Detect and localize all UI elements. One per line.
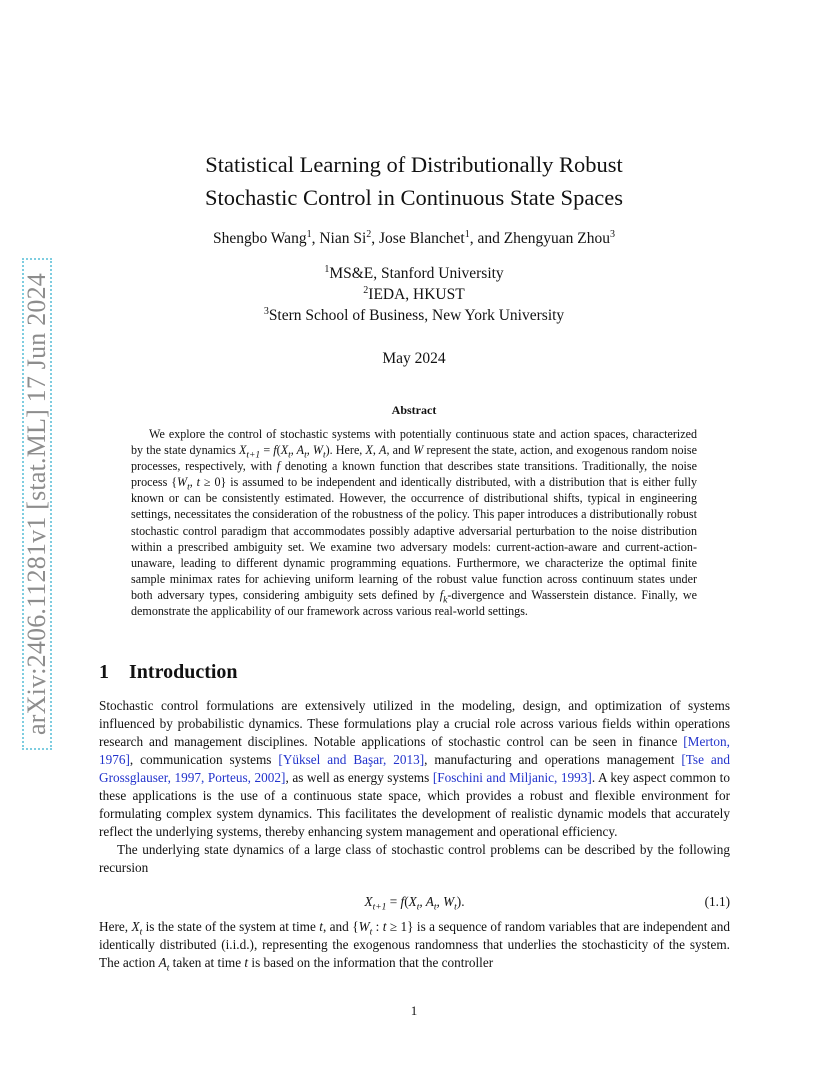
author-affiliation-mark: 1 xyxy=(464,228,470,240)
section-heading xyxy=(99,661,238,684)
abstract-text: , and xyxy=(386,443,414,458)
equation-1-1 xyxy=(99,894,730,914)
section-number: 1 xyxy=(99,661,109,683)
affiliation xyxy=(0,263,828,284)
noise-process-formula: {$W_t$, t ≥ 0} xyxy=(171,475,227,493)
abstract-text: . Here, xyxy=(329,443,366,458)
author-affiliation-mark: 1 xyxy=(306,228,312,240)
abstract-heading: Abstract xyxy=(391,403,437,417)
paper-date: May 2024 xyxy=(382,350,446,367)
intro-body xyxy=(99,697,730,877)
body-text: Here, xyxy=(99,919,132,934)
affiliation-text: IEDA, HKUST xyxy=(368,286,465,303)
intro-paragraph-3 xyxy=(99,918,730,972)
intro-paragraph-1 xyxy=(99,697,730,841)
dynamics-formula: $X_{t+1} = f(X_t$, $A_t$, $W_t$) xyxy=(238,443,330,461)
abstract-text: is assumed to be independent and identically distributed, with a distribution that is either fully known or can be consistently estimated. However, the occurrence of distributional shifts, typical in engineering settings, necessitates the consideration of the robustness of the policy. This paper introduces a distributionally robust stochastic control paradigm that accommodates possibly adaptive adversarial perturbation to the noise distribution within a prescribed ambiguity set. We examine two adversary models: current-action-aware and current-action-unaware, leading to different dynamic programming equations. Furthermore, we characterize the optimal finite sample minimax rates for achieving uniform learning of the robust value function across continuum states under both adversary types, considering ambiguity sets defined by xyxy=(131,475,698,602)
body-text: , communication systems xyxy=(129,752,279,767)
author-name: Zhengyuan Zhou xyxy=(503,230,611,247)
author-separator: , xyxy=(371,230,380,247)
equation-number: (1.1) xyxy=(704,894,730,909)
citation-link[interactable]: [Yüksel and Başar, 2013] xyxy=(278,752,425,767)
affiliation xyxy=(0,305,828,326)
math-symbol: $X_t$ xyxy=(131,919,143,938)
body-text: is based on the information that the controller xyxy=(248,955,494,970)
affiliation-mark: 3 xyxy=(263,305,269,317)
author-separator: , xyxy=(311,230,320,247)
math-symbol: f xyxy=(276,459,281,474)
affiliation-mark: 2 xyxy=(363,284,369,296)
author-list xyxy=(0,230,828,248)
affiliation-list xyxy=(0,263,828,326)
title-line-2: Stochastic Control in Continuous State Spaces xyxy=(204,185,624,210)
body-text: is the state of the system at time xyxy=(142,919,320,934)
arxiv-stamp xyxy=(22,258,52,750)
affiliation xyxy=(0,284,828,305)
body-text: is a sequence of random variables that are independent and identically distributed (i.i.d.), representing the exogenous randomness that underlies the stochasticity of the system. The action xyxy=(99,919,731,970)
math-symbol: $A_t$ xyxy=(158,955,170,974)
section-title: Introduction xyxy=(129,661,238,683)
title-line-1: Statistical Learning of Distributionally Robust xyxy=(205,152,623,177)
author-name: Shengbo Wang xyxy=(212,230,307,247)
affiliation-text: Stern School of Business, New York University xyxy=(268,307,565,324)
intro-paragraph-2: The underlying state dynamics of a large class of stochastic control problems can be described by the following recursion xyxy=(99,842,730,875)
arxiv-stamp-text: arXiv:2406.11281v1 [stat.ML] 17 Jun 2024 xyxy=(22,273,51,735)
intro-body-continued xyxy=(99,918,730,972)
abstract-text: represent the state, action, and exogenous random noise processes, respectively, with xyxy=(131,443,697,474)
citation-link[interactable]: [Merton, 1976] xyxy=(99,734,730,767)
author-affiliation-mark: 3 xyxy=(610,228,616,240)
abstract-text: -divergence and Wasserstein distance. Finally, we demonstrate the applicability of our framework across various real-world settings. xyxy=(131,587,697,619)
author-name: Jose Blanchet xyxy=(379,230,465,247)
page-number: 1 xyxy=(410,1003,418,1018)
abstract-body xyxy=(131,426,697,619)
author-separator: , and xyxy=(469,230,504,247)
body-text: taken at time xyxy=(169,955,245,970)
body-text: . A key aspect common to these applications is the use of a continuous state space, which provides a robust and flexible environment for formulating complex system dynamics. This facilitates the development of realistic dynamic models that accurately reflect the underlying systems, thereby enhancing system management and operational efficiency. xyxy=(99,770,730,839)
math-symbol: A xyxy=(379,443,387,458)
equation-body: $X_{t+1} = f(X_t$, $A_t$, $W_t$). xyxy=(364,894,465,913)
math-symbol: $f_k$ xyxy=(439,587,448,606)
author-affiliation-mark: 2 xyxy=(366,228,372,240)
abstract-text: We explore the control of stochastic systems with potentially continuous state and action spaces, characterized by the state dynamics xyxy=(131,427,697,458)
author-name: Nian Si xyxy=(319,230,367,247)
noise-sequence-formula: {$W_t$ : t ≥ 1} xyxy=(352,919,414,938)
body-text: Stochastic control formulations are extensively utilized in the modeling, design, and optimization of systems influenced by probabilistic dynamics. These formulations play a crucial role across various fields within operations research and management disciplines. Notable applications of stochastic control can be seen in finance xyxy=(99,698,730,749)
math-symbol: t xyxy=(244,955,249,970)
affiliation-mark: 1 xyxy=(324,263,330,275)
math-symbol: W xyxy=(413,443,424,458)
body-text: , as well as energy systems xyxy=(285,770,433,785)
affiliation-text: MS&E, Stanford University xyxy=(329,265,504,282)
citation-link[interactable]: [Tse and Grossglauser, 1997, Porteus, 2002] xyxy=(99,752,731,785)
abstract-text: denoting a known function that describes state transitions. Traditionally, the noise process xyxy=(131,459,697,490)
body-text: , manufacturing and operations management xyxy=(424,752,682,767)
math-symbol: t xyxy=(319,919,323,934)
paper-title xyxy=(0,148,828,214)
citation-link[interactable]: [Foschini and Miljanic, 1993] xyxy=(432,770,592,785)
body-text: , and xyxy=(322,919,353,934)
abstract-paragraph: We explore the control of stochastic systems with potentially continuous state and action spaces, characterized by the state dynamics $X_{t+1} = f(X_t$, $A_t$, $W_t$). Here, X, A, and W represent the state, action, and exogenous random noise processes, respectively, with f denoting a known function that describes state transitions. Traditionally, the noise process {$W_t$, t ≥ 0} is assumed to be independent and identically distributed, with a distribution that is either fully known or can be consistently estimated. However, the occurrence of distributional shifts, typical in engineering settings, necessitates the consideration of the robustness of the policy. This paper introduces a distributionally robust stochastic control paradigm that accommodates possibly adaptive adversarial perturbation to the noise distribution within a prescribed ambiguity set. We examine two adversary models: current-action-aware and current-action-unaware, leading to different dynamic programming equations. Furthermore, we characterize the optimal finite sample minimax rates for achieving uniform learning of the robust value function across continuum states under both adversary types, considering ambiguity sets defined by $f_k$-divergence and Wasserstein distance. Finally, we demonstrate the applicability of our framework across various real-world settings. xyxy=(131,427,698,619)
math-symbol: X xyxy=(365,443,373,458)
